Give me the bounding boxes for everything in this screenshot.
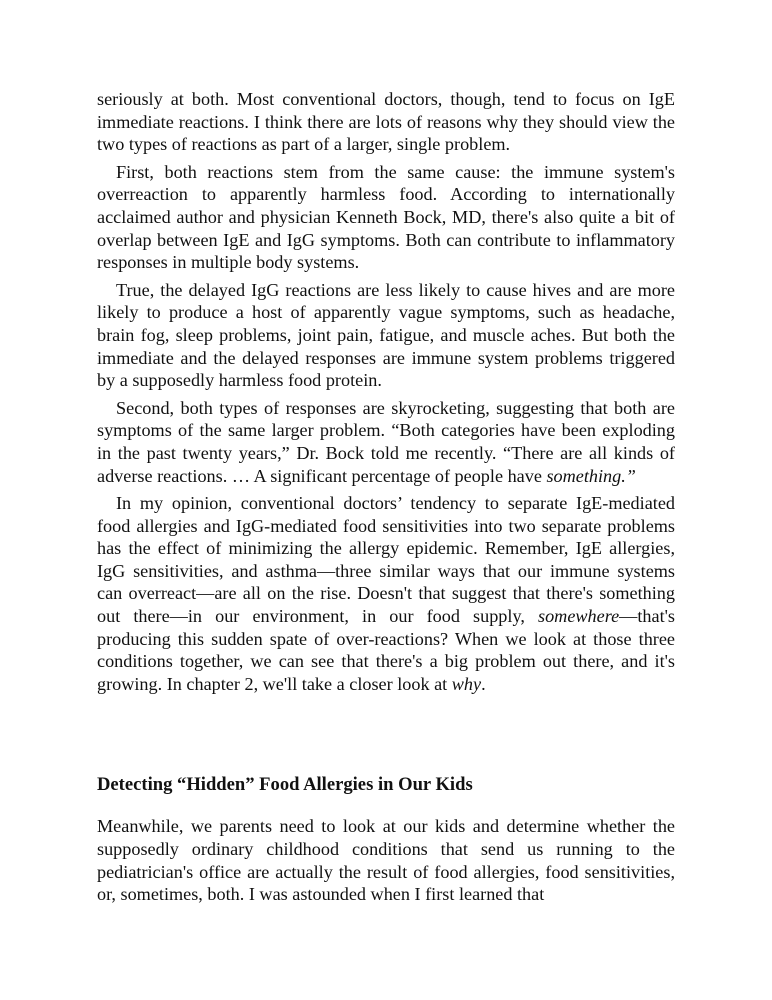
heading-spacer (97, 796, 675, 815)
paragraph-5 (97, 492, 675, 695)
paragraph-5-italic-somewhere: somewhere (538, 606, 620, 627)
section-paragraph (97, 815, 675, 905)
paragraph-1-text: seriously at both. Most conventional doctors, though, tend to focus on IgE immediate reactions. I think there are lots of reasons why they should view the two types of reactions as part of a larger, single problem. (97, 89, 675, 155)
paragraph-5-text-b: —that's producing this sudden spate of over-reactions? When we look at those three conditions together, we can see that there's a big problem out there, and it's growing. In chapter 2, we'll take a closer look at (97, 606, 675, 694)
paragraph-2-text: First, both reactions stem from the same cause: the immune system's overreaction to apparently harmless food. According to internationally acclaimed author and physician Kenneth Bock, MD, there's also quite a bit of overlap between IgE and IgG symptoms. Both can contribute to inflammatory responses in multiple body systems. (97, 161, 675, 273)
paragraph-5-text-a: In my opinion, conventional doctors’ tendency to separate IgE-mediated food allergies and IgG-mediated food sensitivities into two separate problems has the effect of minimizing the allergy epidemic. Remember, IgE allergies, IgG sensitivities, and asthma—three similar ways that our immune systems can overreact—are all on the rise. Doesn't that suggest that there's something out there—in our environment, in our food supply, (97, 493, 675, 627)
paragraph-4-text: Second, both types of responses are skyrocketing, suggesting that both are symptoms of the same larger problem. “Both categories have been exploding in the past twenty years,” Dr. Bock told me recently. “There are all kinds of adverse reactions. … A significant percentage of people have (97, 397, 675, 486)
paragraph-5-italic-why: why (451, 673, 482, 694)
paragraph-1 (97, 88, 675, 156)
document-page (97, 88, 675, 911)
paragraph-3 (97, 279, 675, 392)
paragraph-4 (97, 397, 675, 487)
section-spacer (97, 700, 675, 774)
section-paragraph-text: Meanwhile, we parents need to look at our kids and determine whether the supposedly ordinary childhood conditions that send us running to the pediatrician's office are actually the result of food allergies, food sensitivities, or, sometimes, both. I was astounded when I first learned that (97, 816, 675, 905)
paragraph-4-italic-something: something.” (546, 465, 636, 486)
paragraph-5-text-c: . (481, 673, 486, 694)
paragraph-3-text: True, the delayed IgG reactions are less likely to cause hives and are more likely to produce a host of apparently vague symptoms, such as headache, brain fog, sleep problems, joint pain, fatigue, and muscle aches. But both the immediate and the delayed responses are immune system problems triggered by a supposedly harmless food protein. (97, 279, 675, 391)
section-heading: Detecting “Hidden” Food Allergies in Our Kids (97, 774, 473, 796)
paragraph-2 (97, 161, 675, 274)
